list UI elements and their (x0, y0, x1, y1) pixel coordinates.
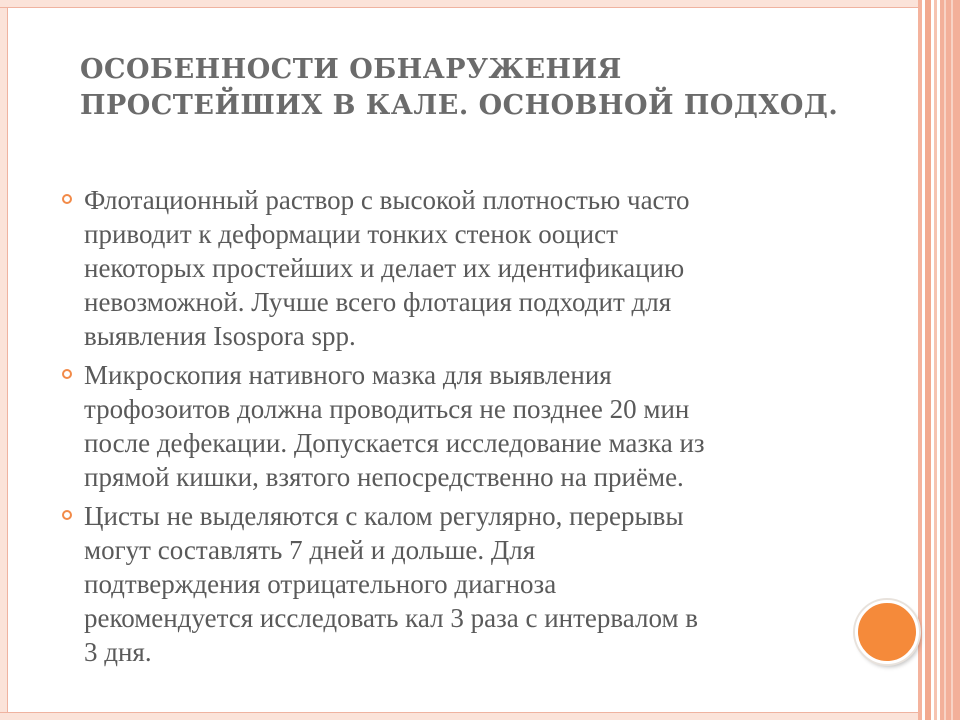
bullet-text (84, 183, 862, 353)
ring-bullet-icon (62, 510, 72, 520)
bullet-text (84, 499, 862, 669)
bullet-item-1 (62, 183, 862, 353)
slide-title (80, 52, 880, 124)
bullet-line: Микроскопия нативного мазка для выявления (84, 360, 612, 390)
bullet-line: Флотационный раствор с высокой плотностью часто (84, 185, 690, 215)
bullet-line: рекомендуется исследовать кал 3 раза с интервалом в (84, 603, 699, 633)
bullet-line: могут составлять 7 дней и дольше. Для (84, 535, 536, 565)
bullet-item-3 (62, 499, 862, 669)
ring-bullet-icon (62, 194, 72, 204)
stripe (934, 0, 937, 720)
decorative-stripes (918, 0, 960, 720)
bullet-text (84, 358, 862, 494)
stripe (925, 0, 931, 720)
bullet-line: приводит к деформации тонких стенок ооцист (84, 219, 618, 249)
stripe (951, 0, 953, 720)
slide-title-line-2: ПРОСТЕЙШИХ В КАЛЕ. ОСНОВНОЙ ПОДХОД. (80, 90, 839, 121)
bullet-line: Цисты не выделяются с калом регулярно, перерывы (84, 501, 684, 531)
ring-bullet-icon (62, 369, 72, 379)
bullet-line: 3 дня. (84, 637, 152, 667)
bullet-item-2 (62, 358, 862, 494)
bullet-line: трофозоитов должна проводиться не позднее 20 мин (84, 394, 690, 424)
bullet-line: прямой кишки, взятого непосредственно на приёме. (84, 462, 684, 492)
stripe (944, 0, 946, 720)
decorative-orange-circle (855, 600, 919, 664)
stripe (940, 0, 960, 720)
bullet-line: подтверждения отрицательного диагноза (84, 569, 557, 599)
bullet-line: после дефекации. Допускается исследование мазка из (84, 428, 705, 458)
stripe (918, 0, 922, 720)
bullet-line: выявления Isospora spp. (84, 321, 356, 351)
bullet-list (62, 183, 862, 674)
frame-left-border (0, 0, 8, 720)
bullet-line: невозможной. Лучше всего флотация подходит для (84, 287, 672, 317)
frame-top-border (0, 0, 920, 8)
frame-bottom-border (0, 712, 920, 720)
slide-title-line-1: ОСОБЕННОСТИ ОБНАРУЖЕНИЯ (80, 54, 622, 85)
bullet-line: некоторых простейших и делает их идентификацию (84, 253, 685, 283)
